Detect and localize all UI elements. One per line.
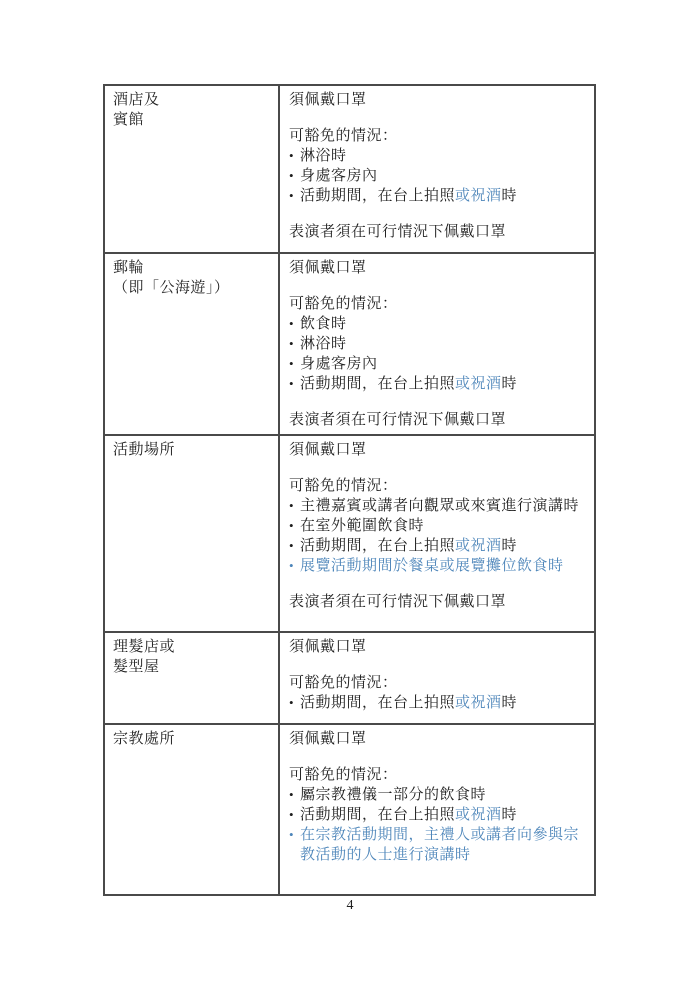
exemption-bullet-item: [289, 536, 586, 556]
bullet-text: [300, 146, 586, 166]
venue-name-line: 理髮店或: [113, 639, 176, 655]
requirement-line: [289, 476, 586, 496]
venue-cell: [104, 632, 279, 724]
bullet-icon: •: [289, 518, 295, 533]
bullet-text: [300, 314, 586, 334]
bullet-icon: •: [289, 695, 295, 710]
blank-line: [289, 278, 586, 294]
venue-name-line: （即「公海遊」）: [113, 280, 230, 296]
text-segment: 須佩戴口罩: [289, 639, 367, 655]
highlighted-text: 或祝酒: [455, 538, 502, 554]
venue-cell: [104, 435, 279, 632]
exemption-bullet-item: [289, 354, 586, 374]
text-segment: 活動期間，在台上拍照: [300, 188, 456, 204]
text-segment: 活動期間，在台上拍照: [300, 695, 456, 711]
bullet-icon: •: [289, 538, 295, 553]
table-row: [104, 724, 595, 895]
bullet-icon: •: [289, 336, 295, 351]
text-segment: 須佩戴口罩: [289, 260, 367, 276]
text-segment: 可豁免的情況：: [289, 478, 398, 494]
exemption-bullet-item: [289, 314, 586, 334]
highlighted-text: 在宗教活動期間，主禮人或講者向參與宗教活動的人士進行演講時: [300, 827, 580, 863]
table-row: [104, 435, 595, 632]
text-segment: 時: [501, 376, 518, 392]
text-segment: 可豁免的情況：: [289, 296, 398, 312]
bullet-icon: •: [289, 376, 295, 391]
page-number: 4: [346, 898, 354, 913]
blank-line: [289, 394, 586, 410]
text-segment: 活動期間，在台上拍照: [300, 807, 456, 823]
table-row: [104, 253, 595, 435]
table-row: [104, 632, 595, 724]
exemption-bullet-item: [289, 825, 586, 865]
text-segment: 淋浴時: [300, 336, 347, 352]
highlighted-text: 或祝酒: [455, 376, 502, 392]
venue-name-line: 宗教處所: [113, 731, 176, 747]
bullet-icon: •: [289, 787, 295, 802]
exemption-bullet-item: [289, 146, 586, 166]
bullet-text: [300, 536, 586, 556]
exemption-bullet-item: [289, 693, 586, 713]
exemption-bullet-item: [289, 496, 586, 516]
requirement-line: [289, 410, 586, 430]
bullet-text: [300, 354, 586, 374]
bullet-icon: •: [289, 188, 295, 203]
exemption-bullet-item: [289, 556, 586, 576]
bullet-icon: •: [289, 356, 295, 371]
text-segment: 須佩戴口罩: [289, 731, 367, 747]
bullet-text: [300, 334, 586, 354]
bullet-text: [300, 374, 586, 394]
exemption-bullet-item: [289, 166, 586, 186]
blank-line: [289, 749, 586, 765]
blank-line: [289, 460, 586, 476]
text-segment: 時: [501, 188, 518, 204]
venue-name-line: 賓館: [113, 112, 145, 128]
venue-cell: [104, 253, 279, 435]
text-segment: 飲食時: [300, 316, 347, 332]
exemption-bullet-item: [289, 374, 586, 394]
bullet-icon: •: [289, 316, 295, 331]
text-segment: 屬宗教禮儀一部分的飲食時: [300, 787, 487, 803]
text-segment: 在室外範圍飲食時: [300, 518, 425, 534]
requirement-cell: [279, 253, 595, 435]
venue-name-line: 活動場所: [113, 442, 176, 458]
requirements-table-body: [104, 85, 595, 895]
bullet-icon: •: [289, 498, 295, 513]
bullet-text: [300, 516, 586, 536]
requirement-line: [289, 637, 586, 657]
bullet-icon: •: [289, 168, 295, 183]
text-segment: 主禮嘉賓或講者向觀眾或來賓進行演講時: [300, 498, 580, 514]
highlighted-text: 或祝酒: [455, 807, 502, 823]
mask-requirements-table: [103, 84, 596, 896]
highlighted-text: 或祝酒: [455, 695, 502, 711]
text-segment: 時: [501, 538, 518, 554]
bullet-icon: •: [289, 807, 295, 822]
highlighted-text: 或祝酒: [455, 188, 502, 204]
exemption-bullet-item: [289, 334, 586, 354]
bullet-text: [300, 186, 586, 206]
requirement-line: [289, 673, 586, 693]
text-segment: 身處客房內: [300, 168, 378, 184]
bullet-text: [300, 785, 586, 805]
text-segment: 活動期間，在台上拍照: [300, 376, 456, 392]
bullet-icon: •: [289, 558, 295, 573]
bullet-text: [300, 825, 586, 865]
requirement-cell: [279, 85, 595, 253]
bullet-text: [300, 805, 586, 825]
exemption-bullet-item: [289, 186, 586, 206]
highlighted-text: 展覽活動期間於餐桌或展覽攤位飲食時: [300, 558, 564, 574]
table-row: [104, 85, 595, 253]
text-segment: 時: [501, 807, 518, 823]
text-segment: 時: [501, 695, 518, 711]
text-segment: 表演者須在可行情況下佩戴口罩: [289, 594, 507, 610]
bullet-text: [300, 556, 586, 576]
exemption-bullet-item: [289, 785, 586, 805]
text-segment: 表演者須在可行情況下佩戴口罩: [289, 412, 507, 428]
bullet-icon: •: [289, 827, 295, 842]
text-segment: 淋浴時: [300, 148, 347, 164]
requirement-line: [289, 294, 586, 314]
text-segment: 身處客房內: [300, 356, 378, 372]
requirement-cell: [279, 724, 595, 895]
requirement-line: [289, 729, 586, 749]
requirement-line: [289, 765, 586, 785]
text-segment: 表演者須在可行情況下佩戴口罩: [289, 224, 507, 240]
text-segment: 可豁免的情況：: [289, 675, 398, 691]
requirement-cell: [279, 435, 595, 632]
text-segment: 須佩戴口罩: [289, 442, 367, 458]
bullet-text: [300, 693, 586, 713]
requirement-line: [289, 258, 586, 278]
requirement-line: [289, 90, 586, 110]
text-segment: 須佩戴口罩: [289, 92, 367, 108]
requirement-line: [289, 440, 586, 460]
bullet-icon: •: [289, 148, 295, 163]
text-segment: 可豁免的情況：: [289, 767, 398, 783]
requirement-line: [289, 592, 586, 612]
blank-line: [289, 657, 586, 673]
blank-line: [289, 206, 586, 222]
text-segment: 可豁免的情況：: [289, 128, 398, 144]
venue-name-line: 郵輪: [113, 260, 145, 276]
exemption-bullet-item: [289, 516, 586, 536]
requirement-line: [289, 126, 586, 146]
exemption-bullet-item: [289, 805, 586, 825]
requirement-line: [289, 222, 586, 242]
bullet-text: [300, 166, 586, 186]
requirement-cell: [279, 632, 595, 724]
venue-cell: [104, 724, 279, 895]
text-segment: 活動期間，在台上拍照: [300, 538, 456, 554]
venue-cell: [104, 85, 279, 253]
bullet-text: [300, 496, 586, 516]
blank-line: [289, 576, 586, 592]
blank-line: [289, 110, 586, 126]
venue-name-line: 酒店及: [113, 92, 160, 108]
venue-name-line: 髮型屋: [113, 659, 160, 675]
